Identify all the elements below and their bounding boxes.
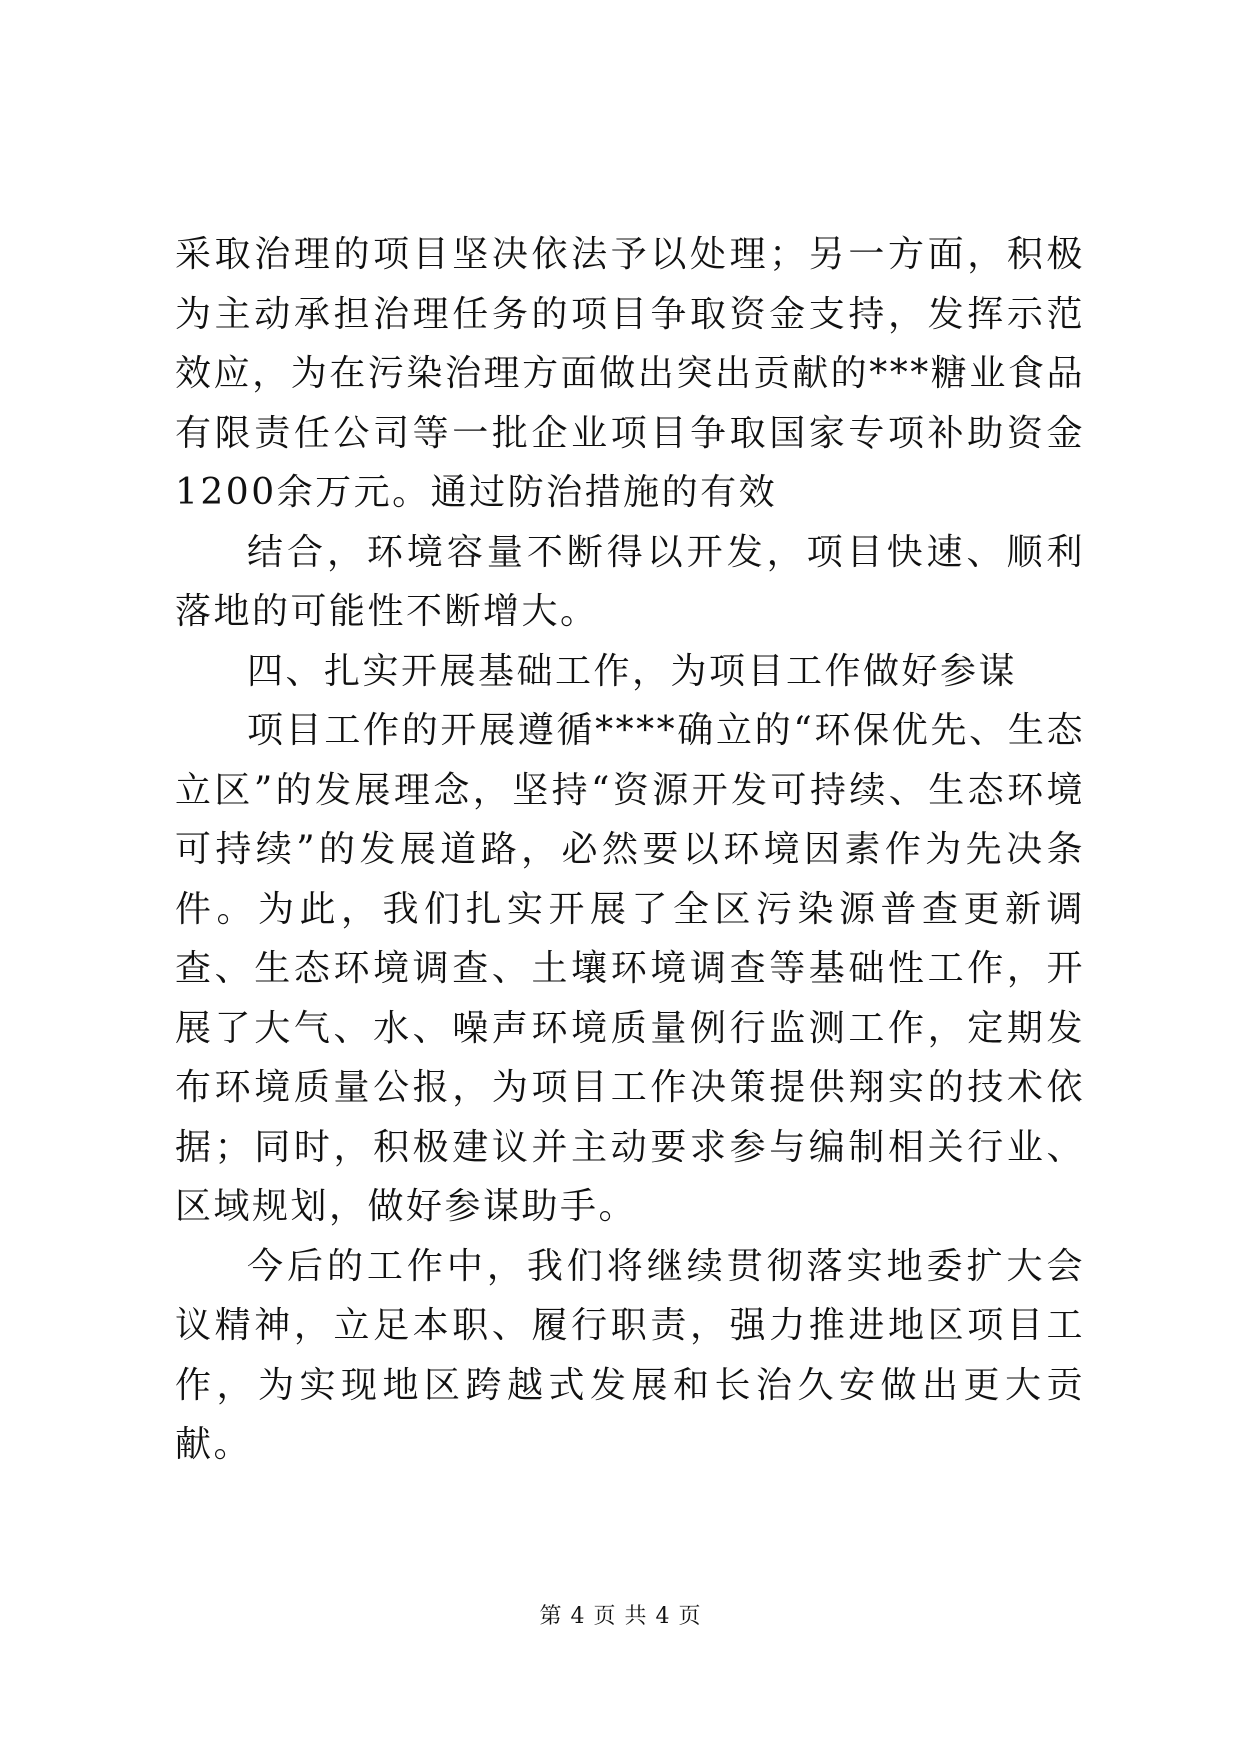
paragraph-conclusion: 今后的工作中，我们将继续贯彻落实地委扩大会议精神，立足本职、履行职责，强力推进地区项目工作，为实现地区跨越式发展和长治久安做出更大贡献。 [175,1245,1085,1465]
section-heading: 四、扎实开展基础工作，为项目工作做好参谋 [247,650,1018,692]
paragraph-continuation-end: 结合，环境容量不断得以开发，项目快速、顺利落地的可能性不断增大。 [175,531,1085,632]
paragraph-body: 项目工作的开展遵循****确立的“环保优先、生态立区”的发展理念，坚持“资源开发可持续、生态环境可持续”的发展道路，必然要以环境因素作为先决条件。为此，我们扎实开展了全区污染源普查更新调查、生态环境调查、土壤环境调查等基础性工作，开展了大气、水、噪声环境质量例行监测工作，定期发布环境质量公报，为项目工作决策提供翔实的技术依据；同时，积极建议并主动要求参与编制相关行业、区域规划，做好参谋助手。 [175,710,1085,1227]
page-number-footer: 第 4 页 共 4 页 [539,1604,702,1629]
paragraph-continuation: 采取治理的项目坚决依法予以处理；另一方面，积极为主动承担治理任务的项目争取资金支持，发挥示范效应，为在污染治理方面做出突出贡献的***糖业食品有限责任公司等一批企业项目争取国家专项补助资金1200余万元。通过防治措施的有效 [175,234,1085,513]
document-body [175,225,1085,1475]
